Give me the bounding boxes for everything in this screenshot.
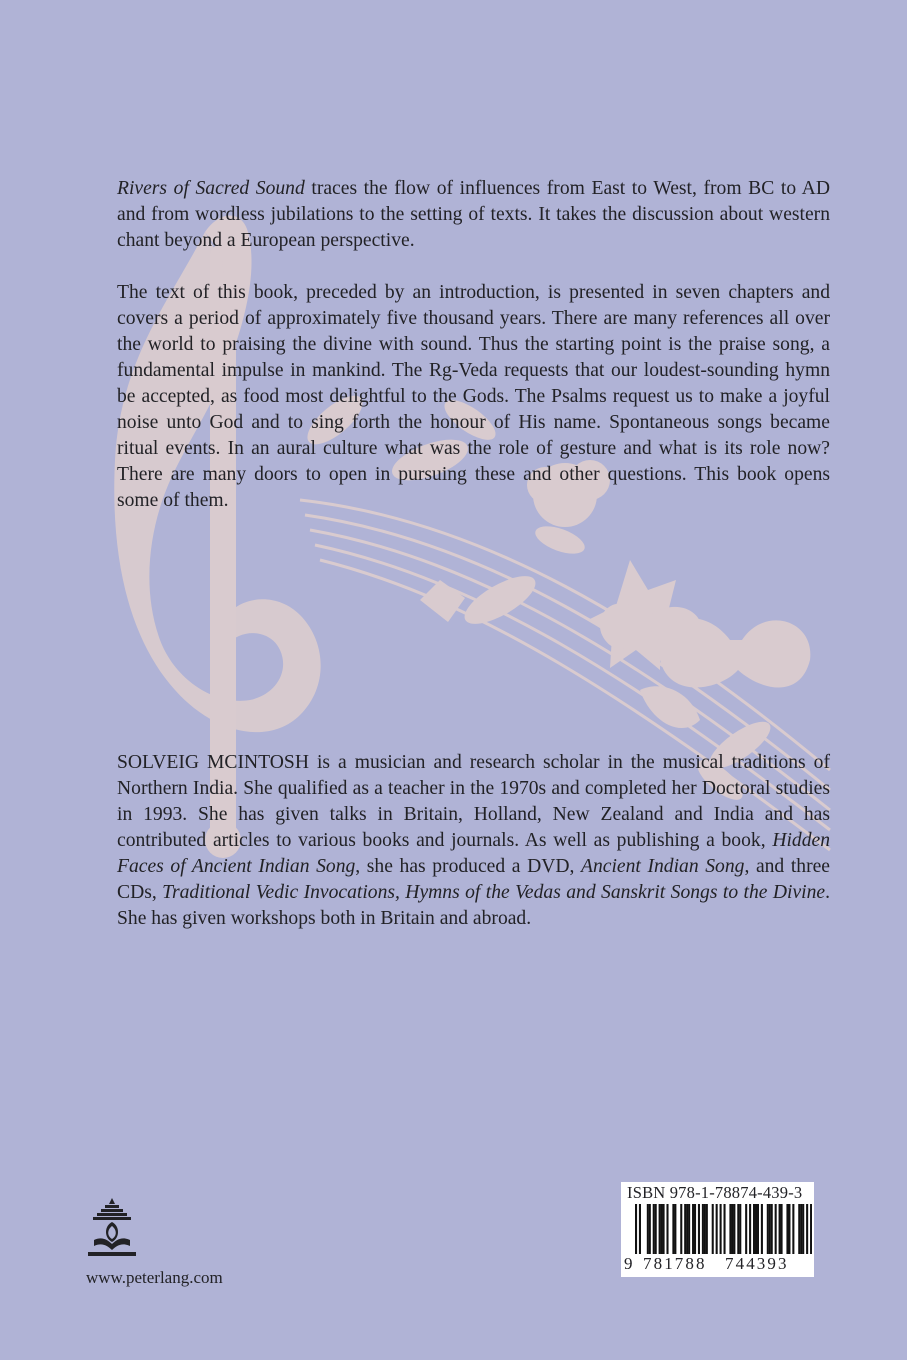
barcode-bar (786, 1204, 788, 1254)
barcode-bar (639, 1204, 641, 1254)
barcode-bar (680, 1204, 682, 1254)
author-bio-text-2: , and three CDs, (117, 856, 830, 903)
blurb-paragraph-1 (117, 176, 830, 254)
barcode-bar (729, 1204, 731, 1254)
barcode-bar (712, 1204, 714, 1254)
barcode-bar (767, 1204, 769, 1254)
barcode-bar (647, 1204, 649, 1254)
barcode-bar (694, 1204, 696, 1254)
barcode-bar (716, 1204, 718, 1254)
barcode-bar (724, 1204, 726, 1254)
publisher-logo (84, 1196, 140, 1258)
author-bio-intro: SOLVEIG MCINTOSH is a musician and research scholar in the musical traditions of Northern India. She qualified as a teacher in the 1970s and completed her Doctoral studies in 1993. She has given talks in Britain, Holland, New Zealand and India and has contributed articles to various books and journals. As well as publishing a book, (117, 752, 830, 851)
barcode-box (621, 1182, 814, 1277)
isbn-label: ISBN 978-1-78874-439-3 (627, 1183, 803, 1202)
barcode-bar (788, 1204, 790, 1254)
barcode-bar (737, 1204, 739, 1254)
ean-left-digits: 781788 (643, 1254, 707, 1273)
barcode-bar (649, 1204, 651, 1254)
barcode-bar (810, 1204, 812, 1254)
book-title: Rivers of Sacred Sound (117, 178, 305, 199)
ean-first-digit: 9 (624, 1254, 633, 1273)
barcode-bar (753, 1204, 755, 1254)
barcode-bar (802, 1204, 804, 1254)
barcode-bar (692, 1204, 694, 1254)
barcode-bar (686, 1204, 688, 1254)
publisher-website: www.peterlang.com (86, 1268, 223, 1287)
barcode-bar (653, 1204, 655, 1254)
ean-right-digits: 744393 (725, 1254, 789, 1273)
bio-dvd-title: Ancient Indian Song (581, 856, 745, 877)
bio-cds-title: Traditional Vedic Invocations, Hymns of the Vedas and Sanskrit Songs to the Divine (162, 882, 826, 903)
barcode-bar (800, 1204, 802, 1254)
barcode-bar (672, 1204, 674, 1254)
barcode-bar (806, 1204, 808, 1254)
barcode-bar (655, 1204, 657, 1254)
author-bio-text-1: , she has produced a DVD, (355, 856, 582, 877)
barcode-bar (792, 1204, 794, 1254)
author-bio-outro: . She has given workshops both in Britain and abroad. (117, 882, 830, 929)
barcode-bar (731, 1204, 733, 1254)
barcode-bar (798, 1204, 800, 1254)
barcode-bar (745, 1204, 747, 1254)
barcode-bar (771, 1204, 773, 1254)
barcode-bar (755, 1204, 757, 1254)
barcode-bar (706, 1204, 708, 1254)
barcode-bar (781, 1204, 783, 1254)
barcode-bar (663, 1204, 665, 1254)
author-bio (117, 750, 830, 932)
barcode-bar (775, 1204, 777, 1254)
barcode-bar (761, 1204, 763, 1254)
barcode-bar (684, 1204, 686, 1254)
blurb-paragraph-2: The text of this book, preceded by an introduction, is presented in seven chapters and covers a period of approximately five thousand years. There are many references all over the world to praising the divine with sound. Thus the starting point is the praise song, a fundamental impulse in mankind. The Rg-Veda requests that our loudest-sounding hymn be accepted, as food most delightful to the Gods. The Psalms request us to make a joyful noise unto God and to sing forth the honour of His name. Spontaneous songs became ritual events. In an aural culture what was the role of gesture and what is its role now? There are many doors to open in pursuing these and other questions. This book opens some of them. (117, 282, 830, 511)
barcode-bar (702, 1204, 704, 1254)
barcode-bar (733, 1204, 735, 1254)
barcode-bar (666, 1204, 668, 1254)
barcode-bar (720, 1204, 722, 1254)
barcode-bar (674, 1204, 676, 1254)
blurb-paragraph-1-text: traces the flow of influences from East to West, from BC to AD and from wordless jubilations to the setting of texts. It takes the discussion about western chant beyond a European perspective. (117, 178, 830, 251)
barcode-bars (635, 1204, 812, 1254)
barcode-bar (704, 1204, 706, 1254)
barcode-bar (635, 1204, 637, 1254)
barcode-bar (769, 1204, 771, 1254)
barcode-bar (698, 1204, 700, 1254)
bio-book-title: Hidden Faces of Ancient Indian Song (117, 830, 830, 877)
barcode-bar (739, 1204, 741, 1254)
barcode-bar (779, 1204, 781, 1254)
barcode-bar (688, 1204, 690, 1254)
barcode-bar (757, 1204, 759, 1254)
barcode-bar (661, 1204, 663, 1254)
barcode-bar (659, 1204, 661, 1254)
barcode-bar (749, 1204, 751, 1254)
